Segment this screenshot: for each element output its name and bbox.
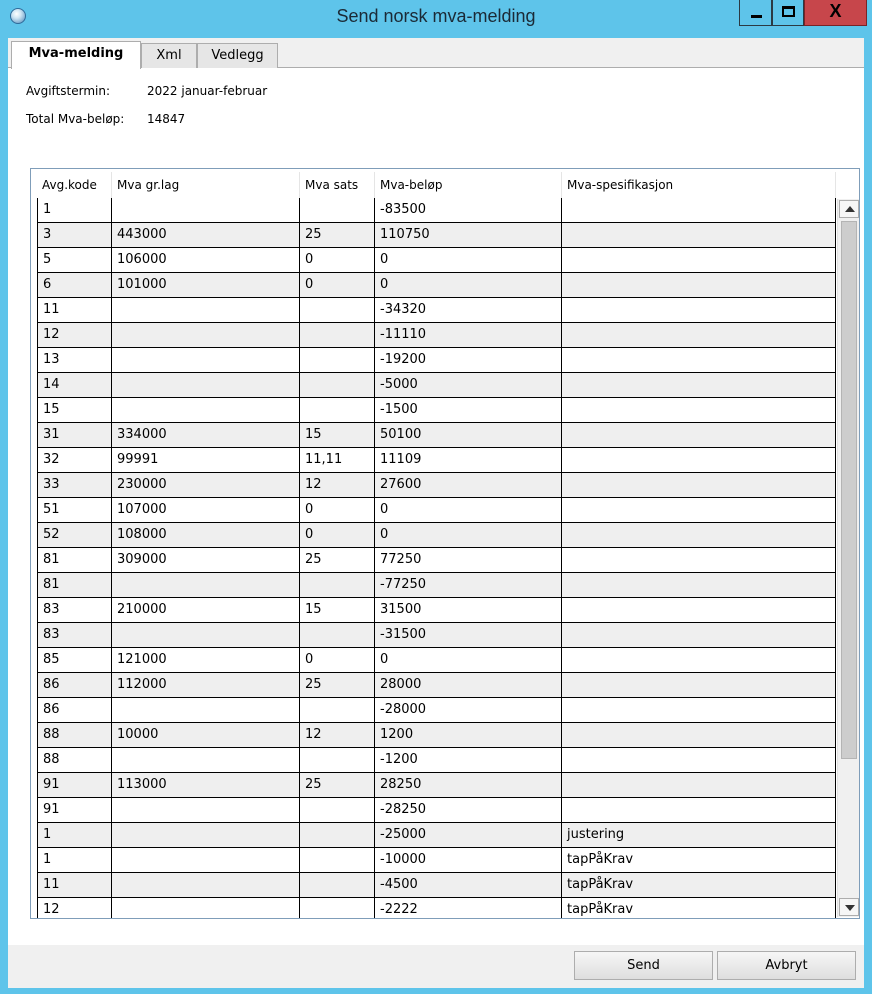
cell-mva-belop[interactable]: 27600 <box>375 473 562 498</box>
table-row[interactable] <box>37 823 837 848</box>
minimize-button[interactable] <box>739 0 772 26</box>
cell-mva-sats[interactable] <box>300 898 375 919</box>
window-title: Send norsk mva-melding <box>336 6 536 26</box>
arrow-down-icon <box>845 905 855 911</box>
cell-mva-sats[interactable] <box>300 348 375 373</box>
close-button[interactable] <box>804 0 867 26</box>
cell-mva-sats[interactable] <box>300 748 375 773</box>
column-header-mva-gr-lag[interactable]: Mva gr.lag <box>112 172 300 198</box>
cell-mva-spesifikasjon[interactable] <box>562 673 836 698</box>
table-row[interactable] <box>37 898 837 919</box>
cell-avg-kode[interactable]: 83 <box>37 623 112 648</box>
cell-mva-gr-lag[interactable] <box>112 873 300 898</box>
cell-mva-gr-lag[interactable]: 108000 <box>112 523 300 548</box>
cell-avg-kode[interactable]: 1 <box>37 198 112 223</box>
cell-avg-kode[interactable]: 85 <box>37 648 112 673</box>
cell-mva-gr-lag[interactable] <box>112 348 300 373</box>
table-row[interactable] <box>37 323 837 348</box>
cell-mva-spesifikasjon[interactable] <box>562 648 836 673</box>
cell-avg-kode[interactable]: 12 <box>37 898 112 919</box>
cell-mva-gr-lag[interactable] <box>112 323 300 348</box>
cell-mva-sats[interactable]: 12 <box>300 473 375 498</box>
table-row[interactable] <box>37 498 837 523</box>
table-row[interactable] <box>37 273 837 298</box>
cell-avg-kode[interactable]: 5 <box>37 248 112 273</box>
cell-mva-sats[interactable] <box>300 398 375 423</box>
cell-mva-belop[interactable]: -28250 <box>375 798 562 823</box>
cell-avg-kode[interactable]: 88 <box>37 723 112 748</box>
cell-mva-sats[interactable]: 15 <box>300 423 375 448</box>
column-header-mva-belop[interactable]: Mva-beløp <box>375 172 562 198</box>
send-button[interactable]: Send <box>574 951 713 980</box>
cell-mva-belop[interactable]: -28000 <box>375 698 562 723</box>
cell-mva-belop[interactable]: 31500 <box>375 598 562 623</box>
table-row[interactable] <box>37 698 837 723</box>
table-row[interactable] <box>37 723 837 748</box>
cell-avg-kode[interactable]: 6 <box>37 273 112 298</box>
cell-avg-kode[interactable]: 86 <box>37 698 112 723</box>
cell-mva-spesifikasjon[interactable] <box>562 723 836 748</box>
column-header-avg-kode[interactable]: Avg.kode <box>37 172 112 198</box>
cell-mva-sats[interactable]: 25 <box>300 773 375 798</box>
cell-avg-kode[interactable]: 86 <box>37 673 112 698</box>
cell-mva-spesifikasjon[interactable] <box>562 573 836 598</box>
cell-mva-spesifikasjon[interactable] <box>562 348 836 373</box>
termin-label: Avgiftstermin: <box>26 84 111 98</box>
table-row[interactable] <box>37 373 837 398</box>
cell-mva-sats[interactable]: 0 <box>300 498 375 523</box>
cell-mva-gr-lag[interactable] <box>112 848 300 873</box>
scroll-down-button[interactable] <box>839 898 859 916</box>
tab-vedlegg[interactable]: Vedlegg <box>197 43 278 68</box>
table-row[interactable] <box>37 423 837 448</box>
cell-avg-kode[interactable]: 1 <box>37 848 112 873</box>
table-row[interactable] <box>37 798 837 823</box>
cell-mva-sats[interactable] <box>300 373 375 398</box>
cell-mva-gr-lag[interactable]: 210000 <box>112 598 300 623</box>
cell-mva-gr-lag[interactable] <box>112 698 300 723</box>
cell-mva-gr-lag[interactable] <box>112 623 300 648</box>
table-row[interactable] <box>37 548 837 573</box>
cell-mva-sats[interactable] <box>300 198 375 223</box>
cell-avg-kode[interactable]: 91 <box>37 798 112 823</box>
cell-mva-sats[interactable] <box>300 623 375 648</box>
cell-mva-spesifikasjon[interactable] <box>562 598 836 623</box>
table-row[interactable] <box>37 623 837 648</box>
cell-mva-sats[interactable]: 25 <box>300 673 375 698</box>
cell-mva-gr-lag[interactable] <box>112 748 300 773</box>
arrow-up-icon <box>845 206 855 212</box>
cell-mva-sats[interactable] <box>300 848 375 873</box>
cell-mva-spesifikasjon[interactable]: justering <box>562 823 836 848</box>
cell-mva-belop[interactable]: 28250 <box>375 773 562 798</box>
cell-mva-gr-lag[interactable] <box>112 398 300 423</box>
table-row[interactable] <box>37 573 837 598</box>
dialog-client <box>8 38 864 988</box>
cell-mva-belop[interactable]: -77250 <box>375 573 562 598</box>
cell-mva-gr-lag[interactable]: 10000 <box>112 723 300 748</box>
cell-mva-sats[interactable]: 11,11 <box>300 448 375 473</box>
cell-avg-kode[interactable]: 81 <box>37 573 112 598</box>
cell-mva-belop[interactable]: -34320 <box>375 298 562 323</box>
cell-mva-gr-lag[interactable] <box>112 198 300 223</box>
title-bar[interactable] <box>0 0 872 36</box>
cell-mva-spesifikasjon[interactable] <box>562 498 836 523</box>
cell-mva-spesifikasjon[interactable] <box>562 248 836 273</box>
cell-mva-spesifikasjon[interactable] <box>562 473 836 498</box>
cell-avg-kode[interactable]: 91 <box>37 773 112 798</box>
vertical-scrollbar[interactable] <box>837 199 859 917</box>
table-row[interactable] <box>37 223 837 248</box>
cell-mva-belop[interactable]: -10000 <box>375 848 562 873</box>
cell-mva-gr-lag[interactable]: 121000 <box>112 648 300 673</box>
cell-mva-spesifikasjon[interactable] <box>562 323 836 348</box>
cell-mva-gr-lag[interactable] <box>112 798 300 823</box>
table-row[interactable] <box>37 523 837 548</box>
table-row[interactable] <box>37 198 837 223</box>
cell-mva-belop[interactable]: 28000 <box>375 673 562 698</box>
cell-mva-sats[interactable]: 0 <box>300 273 375 298</box>
tab-xml[interactable]: Xml <box>141 43 197 68</box>
table-row[interactable] <box>37 873 837 898</box>
cell-avg-kode[interactable]: 51 <box>37 498 112 523</box>
cell-mva-belop[interactable]: -83500 <box>375 198 562 223</box>
cell-mva-belop[interactable]: 0 <box>375 498 562 523</box>
cell-mva-spesifikasjon[interactable] <box>562 698 836 723</box>
table-row[interactable] <box>37 348 837 373</box>
scroll-thumb[interactable] <box>841 221 857 759</box>
cell-mva-belop[interactable]: -1500 <box>375 398 562 423</box>
cell-mva-sats[interactable] <box>300 323 375 348</box>
tab-mva-melding[interactable]: Mva-melding <box>11 41 141 69</box>
table-row[interactable] <box>37 673 837 698</box>
cell-mva-gr-lag[interactable] <box>112 298 300 323</box>
cell-mva-belop[interactable]: 11109 <box>375 448 562 473</box>
cell-mva-gr-lag[interactable] <box>112 573 300 598</box>
table-row[interactable] <box>37 248 837 273</box>
total-value: 14847 <box>147 112 186 126</box>
table-row[interactable] <box>37 598 837 623</box>
close-icon: X <box>829 1 842 21</box>
cell-mva-spesifikasjon[interactable] <box>562 798 836 823</box>
cell-mva-gr-lag[interactable]: 230000 <box>112 473 300 498</box>
cell-mva-belop[interactable]: -4500 <box>375 873 562 898</box>
cell-mva-sats[interactable] <box>300 798 375 823</box>
cell-mva-spesifikasjon[interactable] <box>562 548 836 573</box>
scroll-up-button[interactable] <box>839 200 859 218</box>
cell-avg-kode[interactable]: 52 <box>37 523 112 548</box>
table-row[interactable] <box>37 848 837 873</box>
cell-avg-kode[interactable]: 31 <box>37 423 112 448</box>
cell-mva-sats[interactable] <box>300 298 375 323</box>
cell-mva-belop[interactable]: 77250 <box>375 548 562 573</box>
cell-mva-spesifikasjon[interactable] <box>562 523 836 548</box>
cell-mva-belop[interactable]: -19200 <box>375 348 562 373</box>
termin-value: 2022 januar-februar <box>147 84 268 98</box>
mva-melding-panel <box>8 68 864 945</box>
cell-mva-sats[interactable] <box>300 573 375 598</box>
cell-mva-belop[interactable]: 0 <box>375 648 562 673</box>
cell-avg-kode[interactable]: 15 <box>37 398 112 423</box>
table-row[interactable] <box>37 648 837 673</box>
cell-mva-spesifikasjon[interactable] <box>562 398 836 423</box>
cell-mva-belop[interactable]: -25000 <box>375 823 562 848</box>
cell-mva-gr-lag[interactable] <box>112 373 300 398</box>
cell-avg-kode[interactable]: 12 <box>37 323 112 348</box>
table-row[interactable] <box>37 773 837 798</box>
cell-avg-kode[interactable]: 88 <box>37 748 112 773</box>
cell-avg-kode[interactable]: 33 <box>37 473 112 498</box>
maximize-button[interactable] <box>772 0 804 26</box>
cell-avg-kode[interactable]: 32 <box>37 448 112 473</box>
minimize-icon <box>751 15 762 18</box>
mva-grid[interactable] <box>30 168 860 919</box>
cell-avg-kode[interactable]: 81 <box>37 548 112 573</box>
cell-avg-kode[interactable]: 1 <box>37 823 112 848</box>
cell-mva-belop[interactable]: 1200 <box>375 723 562 748</box>
column-header-mva-spesifikasjon[interactable]: Mva-spesifikasjon <box>562 172 836 198</box>
cell-mva-gr-lag[interactable]: 443000 <box>112 223 300 248</box>
cell-avg-kode[interactable]: 83 <box>37 598 112 623</box>
tab-strip <box>8 41 864 68</box>
cell-mva-spesifikasjon[interactable] <box>562 273 836 298</box>
cell-mva-belop[interactable]: 0 <box>375 523 562 548</box>
cell-avg-kode[interactable]: 13 <box>37 348 112 373</box>
cell-mva-gr-lag[interactable]: 107000 <box>112 498 300 523</box>
maximize-icon <box>782 6 795 17</box>
table-row[interactable] <box>37 473 837 498</box>
cell-mva-gr-lag[interactable]: 113000 <box>112 773 300 798</box>
cell-mva-sats[interactable]: 0 <box>300 523 375 548</box>
table-row[interactable] <box>37 298 837 323</box>
cell-avg-kode[interactable]: 14 <box>37 373 112 398</box>
cancel-button[interactable]: Avbryt <box>717 951 856 980</box>
cell-mva-spesifikasjon[interactable] <box>562 623 836 648</box>
cell-mva-belop[interactable]: -5000 <box>375 373 562 398</box>
cell-mva-belop[interactable]: 110750 <box>375 223 562 248</box>
button-bar <box>8 946 864 988</box>
cell-mva-spesifikasjon[interactable] <box>562 223 836 248</box>
cell-mva-gr-lag[interactable]: 101000 <box>112 273 300 298</box>
cell-mva-belop[interactable]: 0 <box>375 248 562 273</box>
cell-mva-gr-lag[interactable] <box>112 898 300 919</box>
table-row[interactable] <box>37 398 837 423</box>
cell-mva-sats[interactable]: 25 <box>300 223 375 248</box>
table-row[interactable] <box>37 448 837 473</box>
cell-avg-kode[interactable]: 11 <box>37 298 112 323</box>
cell-mva-sats[interactable]: 12 <box>300 723 375 748</box>
cell-mva-sats[interactable]: 25 <box>300 548 375 573</box>
cell-mva-gr-lag[interactable]: 106000 <box>112 248 300 273</box>
cell-avg-kode[interactable]: 3 <box>37 223 112 248</box>
cell-mva-belop[interactable]: 0 <box>375 273 562 298</box>
cell-mva-spesifikasjon[interactable] <box>562 298 836 323</box>
cell-mva-belop[interactable]: 50100 <box>375 423 562 448</box>
cell-mva-spesifikasjon[interactable] <box>562 448 836 473</box>
cell-mva-spesifikasjon[interactable] <box>562 773 836 798</box>
table-row[interactable] <box>37 748 837 773</box>
cell-mva-sats[interactable]: 0 <box>300 648 375 673</box>
cell-mva-belop[interactable]: -2222 <box>375 898 562 919</box>
cell-avg-kode[interactable]: 11 <box>37 873 112 898</box>
cell-mva-sats[interactable] <box>300 698 375 723</box>
cell-mva-spesifikasjon[interactable]: tapPåKrav <box>562 898 836 919</box>
cell-mva-belop[interactable]: -11110 <box>375 323 562 348</box>
cell-mva-gr-lag[interactable] <box>112 823 300 848</box>
cell-mva-spesifikasjon[interactable] <box>562 423 836 448</box>
cell-mva-spesifikasjon[interactable] <box>562 748 836 773</box>
cell-mva-sats[interactable] <box>300 823 375 848</box>
cell-mva-gr-lag[interactable]: 309000 <box>112 548 300 573</box>
cell-mva-gr-lag[interactable]: 99991 <box>112 448 300 473</box>
cell-mva-gr-lag[interactable]: 334000 <box>112 423 300 448</box>
cell-mva-belop[interactable]: -1200 <box>375 748 562 773</box>
cell-mva-sats[interactable]: 15 <box>300 598 375 623</box>
cell-mva-spesifikasjon[interactable] <box>562 373 836 398</box>
cell-mva-sats[interactable]: 0 <box>300 248 375 273</box>
cell-mva-spesifikasjon[interactable]: tapPåKrav <box>562 848 836 873</box>
column-header-mva-sats[interactable]: Mva sats <box>300 172 375 198</box>
cell-mva-sats[interactable] <box>300 873 375 898</box>
cell-mva-spesifikasjon[interactable]: tapPåKrav <box>562 873 836 898</box>
cell-mva-belop[interactable]: -31500 <box>375 623 562 648</box>
cell-mva-gr-lag[interactable]: 112000 <box>112 673 300 698</box>
total-label: Total Mva-beløp: <box>26 112 125 126</box>
cell-mva-spesifikasjon[interactable] <box>562 198 836 223</box>
